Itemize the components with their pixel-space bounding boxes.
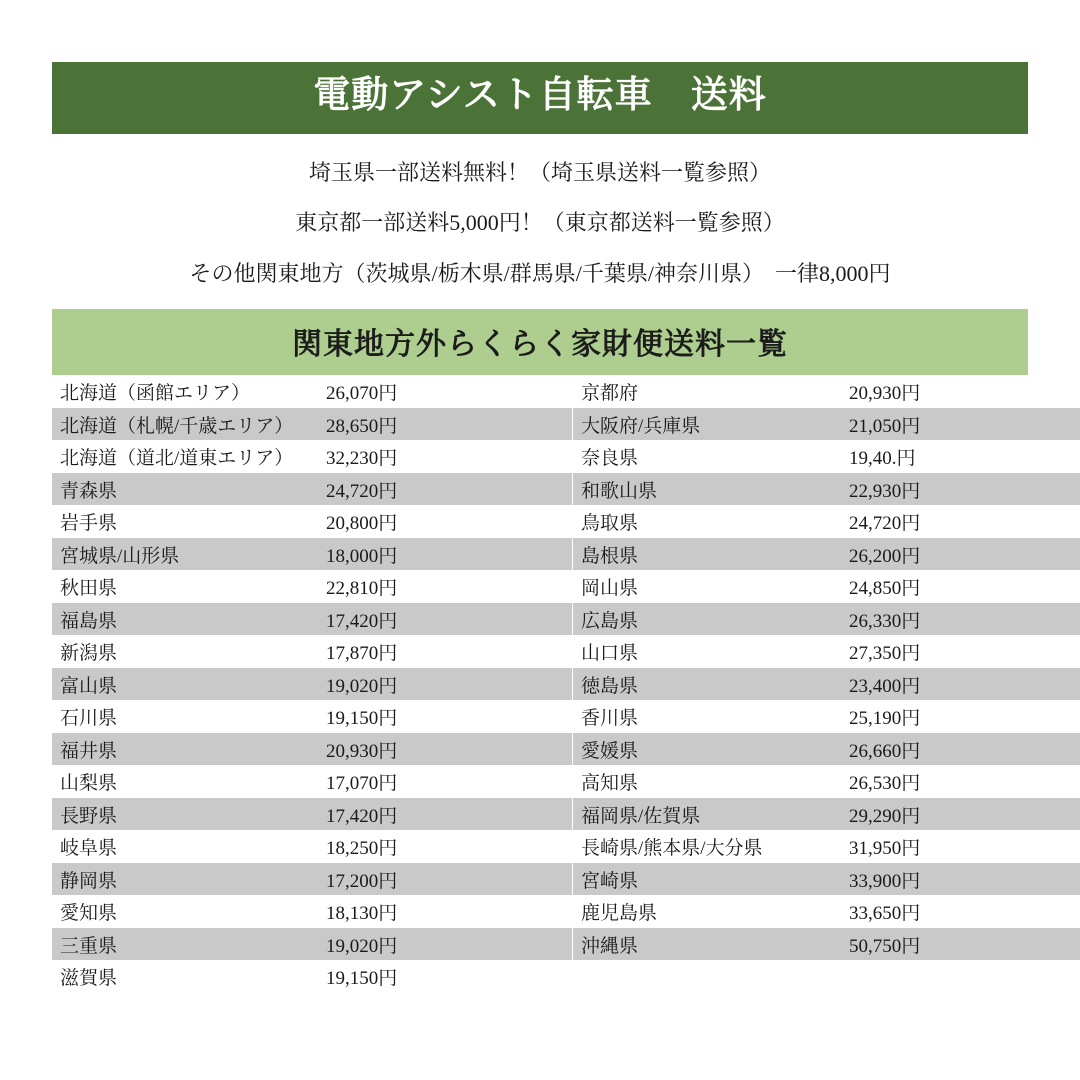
region-name-left: 愛知県 — [52, 895, 318, 928]
region-price-right: 26,660円 — [841, 733, 1080, 766]
region-name-right: 島根県 — [573, 538, 842, 571]
region-name-right: 愛媛県 — [573, 733, 842, 766]
region-name-left: 福井県 — [52, 733, 318, 766]
table-row — [52, 538, 1080, 571]
region-name-left: 宮城県/山形県 — [52, 538, 318, 571]
region-name-right — [573, 960, 842, 993]
region-price-left: 19,150円 — [318, 700, 573, 733]
section-title: 関東地方外らくらく家財便送料一覧 — [52, 309, 1028, 375]
region-name-right: 高知県 — [573, 765, 842, 798]
table-row — [52, 570, 1080, 603]
region-price-left: 17,070円 — [318, 765, 573, 798]
region-price-right: 25,190円 — [841, 700, 1080, 733]
region-price-left: 22,810円 — [318, 570, 573, 603]
region-name-left: 新潟県 — [52, 635, 318, 668]
region-name-right: 長崎県/熊本県/大分県 — [573, 830, 842, 863]
region-name-right: 宮崎県 — [573, 863, 842, 896]
table-row — [52, 863, 1080, 896]
table-row — [52, 375, 1080, 408]
region-price-right: 24,850円 — [841, 570, 1080, 603]
region-price-left: 20,930円 — [318, 733, 573, 766]
region-name-right: 京都府 — [573, 375, 842, 408]
table-row — [52, 668, 1080, 701]
table-row — [52, 928, 1080, 961]
region-price-right: 33,900円 — [841, 863, 1080, 896]
notes-section — [52, 134, 1028, 310]
region-price-left: 26,070円 — [318, 375, 573, 408]
region-name-left: 岐阜県 — [52, 830, 318, 863]
region-price-right: 22,930円 — [841, 473, 1080, 506]
table-row — [52, 733, 1080, 766]
region-name-left: 秋田県 — [52, 570, 318, 603]
region-price-right: 26,330円 — [841, 603, 1080, 636]
region-price-right: 24,720円 — [841, 505, 1080, 538]
region-price-left: 32,230円 — [318, 440, 573, 473]
region-name-left: 北海道（札幌/千歳エリア） — [52, 408, 318, 441]
region-price-right — [841, 960, 1080, 993]
region-price-left: 19,020円 — [318, 668, 573, 701]
table-row — [52, 440, 1080, 473]
region-price-right: 21,050円 — [841, 408, 1080, 441]
table-row — [52, 603, 1080, 636]
region-price-left: 18,000円 — [318, 538, 573, 571]
region-price-left: 28,650円 — [318, 408, 573, 441]
region-price-right: 20,930円 — [841, 375, 1080, 408]
region-name-right: 鳥取県 — [573, 505, 842, 538]
region-price-left: 18,250円 — [318, 830, 573, 863]
region-name-left: 福島県 — [52, 603, 318, 636]
region-name-right: 広島県 — [573, 603, 842, 636]
region-price-right: 26,200円 — [841, 538, 1080, 571]
region-name-right: 徳島県 — [573, 668, 842, 701]
region-price-left: 19,150円 — [318, 960, 573, 993]
region-name-right: 福岡県/佐賀県 — [573, 798, 842, 831]
region-name-left: 青森県 — [52, 473, 318, 506]
note-line-3: その他関東地方（茨城県/栃木県/群馬県/千葉県/神奈川県） 一律8,000円 — [189, 260, 891, 286]
table-row — [52, 895, 1080, 928]
region-price-left: 24,720円 — [318, 473, 573, 506]
table-row — [52, 635, 1080, 668]
note-line-2: 東京都一部送料5,000円！（東京都送料一覧参照） — [295, 210, 785, 236]
region-name-right: 香川県 — [573, 700, 842, 733]
note-line-1: 埼玉県一部送料無料！（埼玉県送料一覧参照） — [308, 159, 771, 185]
region-price-right: 27,350円 — [841, 635, 1080, 668]
table-row — [52, 830, 1080, 863]
region-price-right: 23,400円 — [841, 668, 1080, 701]
region-price-left: 20,800円 — [318, 505, 573, 538]
region-price-right: 31,950円 — [841, 830, 1080, 863]
region-name-left: 静岡県 — [52, 863, 318, 896]
region-name-right: 山口県 — [573, 635, 842, 668]
region-name-left: 北海道（函館エリア） — [52, 375, 318, 408]
region-name-right: 和歌山県 — [573, 473, 842, 506]
region-name-left: 富山県 — [52, 668, 318, 701]
region-price-right: 29,290円 — [841, 798, 1080, 831]
region-name-right: 沖縄県 — [573, 928, 842, 961]
table-row — [52, 473, 1080, 506]
region-price-left: 17,420円 — [318, 798, 573, 831]
region-price-left: 19,020円 — [318, 928, 573, 961]
region-name-left: 滋賀県 — [52, 960, 318, 993]
region-price-left: 17,420円 — [318, 603, 573, 636]
region-name-left: 三重県 — [52, 928, 318, 961]
region-name-left: 長野県 — [52, 798, 318, 831]
table-row — [52, 408, 1080, 441]
region-price-right: 19,40.円 — [841, 440, 1080, 473]
shipping-fee-document — [52, 62, 1028, 993]
table-row — [52, 765, 1080, 798]
region-price-left: 17,870円 — [318, 635, 573, 668]
region-name-left: 岩手県 — [52, 505, 318, 538]
region-price-left: 17,200円 — [318, 863, 573, 896]
region-name-left: 山梨県 — [52, 765, 318, 798]
table-row — [52, 798, 1080, 831]
region-name-right: 岡山県 — [573, 570, 842, 603]
region-name-left: 北海道（道北/道東エリア） — [52, 440, 318, 473]
region-name-right: 奈良県 — [573, 440, 842, 473]
region-name-right: 鹿児島県 — [573, 895, 842, 928]
region-name-right: 大阪府/兵庫県 — [573, 408, 842, 441]
region-name-left: 石川県 — [52, 700, 318, 733]
table-row — [52, 700, 1080, 733]
page-title: 電動アシスト自転車 送料 — [52, 62, 1028, 134]
region-price-left: 18,130円 — [318, 895, 573, 928]
region-price-right: 50,750円 — [841, 928, 1080, 961]
region-price-right: 26,530円 — [841, 765, 1080, 798]
fee-table — [52, 375, 1080, 993]
table-row — [52, 960, 1080, 993]
table-row — [52, 505, 1080, 538]
region-price-right: 33,650円 — [841, 895, 1080, 928]
